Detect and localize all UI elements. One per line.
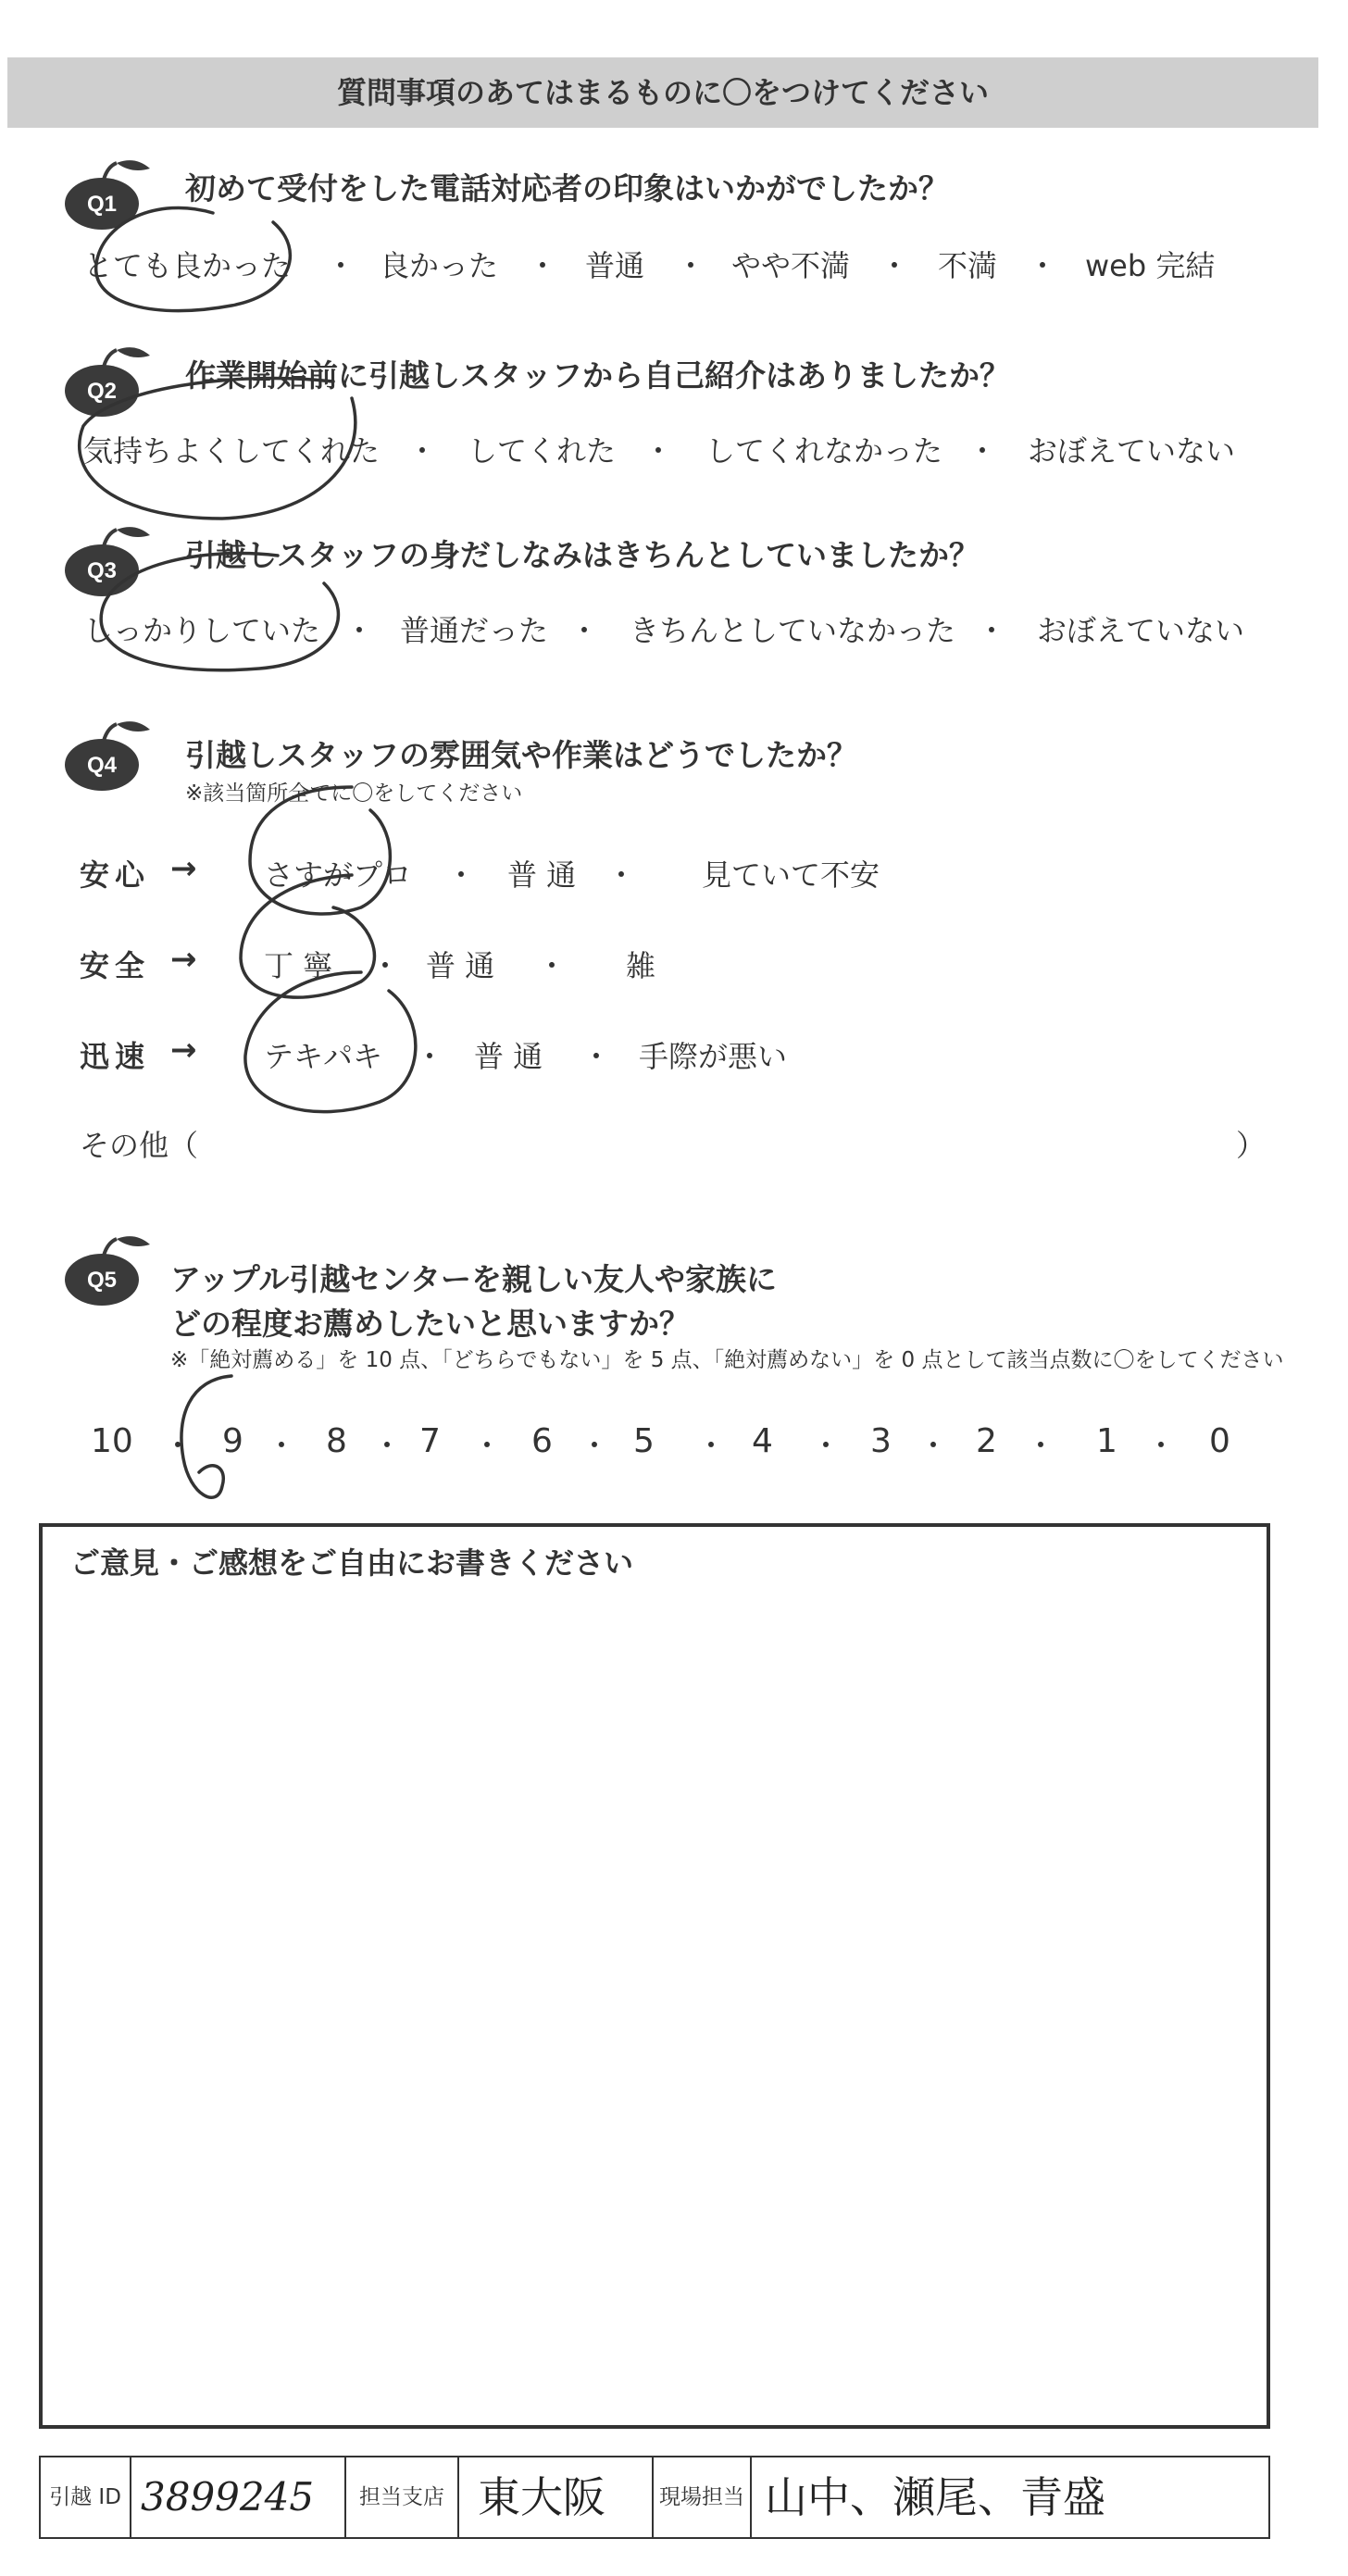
separator-dot: ・ (643, 433, 674, 469)
q3-option-normal[interactable]: 普通だった (400, 613, 549, 648)
separator-dot: ・ (569, 613, 600, 648)
q5-question-line1: アップル引越センターを親しい友人や家族に (170, 1261, 778, 1297)
footer-table (39, 2456, 1270, 2539)
q1-question: 初めて受付をした電話対応者の印象はいかがでしたか？ (185, 170, 949, 206)
separator-dot: ・ (344, 613, 375, 648)
separator-dot: ・ (1026, 1428, 1056, 1463)
q4-other-close: ） (1236, 1128, 1267, 1163)
q5-score-5[interactable]: 5 (633, 1422, 655, 1460)
separator-dot: ・ (537, 948, 568, 983)
q4-row-label-jinsoku: 迅速 (80, 1039, 151, 1074)
q5-badge-icon (61, 1232, 154, 1309)
q3-badge-icon (61, 522, 154, 600)
arrow-right-icon: → (170, 1032, 197, 1069)
move-id-value: 3899245 (141, 2474, 315, 2520)
q4-note: ※該当箇所全てに〇をしてください (185, 782, 523, 806)
separator-dot: ・ (977, 613, 1007, 648)
q3-option-neat[interactable]: しっかりしていた (83, 613, 321, 648)
q2-option-did[interactable]: してくれた (468, 433, 617, 469)
q5-score-9[interactable]: 9 (222, 1422, 243, 1460)
q5-badge-label: Q5 (86, 1268, 118, 1293)
staff-label-cell (654, 2457, 752, 2537)
arrow-right-icon: → (170, 941, 197, 978)
q1-option-slightly-dissatisfied[interactable]: やや不満 (731, 248, 851, 283)
q4-jinsoku-option-clumsy[interactable]: 手際が悪い (639, 1039, 788, 1074)
q5-score-0[interactable]: 0 (1209, 1422, 1230, 1460)
q2-badge-label: Q2 (86, 379, 118, 404)
branch-label-cell (346, 2457, 459, 2537)
q4-jinsoku-option-quick[interactable]: テキパキ (264, 1039, 383, 1074)
q4-other-label: その他（ (80, 1128, 199, 1163)
separator-dot: ・ (472, 1428, 503, 1463)
q4-anshin-option-normal[interactable]: 普 通 (507, 857, 577, 893)
q4-anshin-option-pro[interactable]: さすがプロ (264, 857, 413, 893)
q4-anzen-option-rough[interactable]: 雑 (626, 948, 656, 983)
branch-value: 東大阪 (478, 2472, 605, 2522)
branch-value-cell (459, 2457, 654, 2537)
q4-badge-label: Q4 (86, 753, 118, 778)
q4-badge-icon (61, 717, 154, 794)
q4-row-label-anshin: 安心 (80, 857, 151, 893)
q4-anzen-option-polite[interactable]: 丁 寧 (264, 948, 333, 983)
q2-option-pleasant[interactable]: 気持ちよくしてくれた (83, 433, 381, 469)
q2-question: 作業開始前に引越しスタッフから自己紹介はありましたか？ (185, 357, 1010, 394)
separator-dot: ・ (580, 1428, 610, 1463)
separator-dot: ・ (967, 433, 998, 469)
separator-dot: ・ (407, 433, 438, 469)
q5-score-2[interactable]: 2 (976, 1422, 997, 1460)
separator-dot: ・ (676, 248, 706, 283)
q2-option-did-not[interactable]: してくれなかった (705, 433, 943, 469)
separator-dot: ・ (267, 1428, 297, 1463)
header-bar (7, 57, 1318, 128)
separator-dot: ・ (163, 1428, 193, 1463)
separator-dot: ・ (415, 1039, 445, 1074)
q1-option-dissatisfied[interactable]: 不満 (938, 248, 998, 283)
q4-row-label-anzen: 安全 (80, 948, 151, 983)
separator-dot: ・ (326, 248, 356, 283)
staff-label: 現場担当 (659, 2485, 744, 2509)
q1-option-very-good[interactable]: とても良かった (83, 248, 292, 283)
q3-option-dont-remember[interactable]: おぼえていない (1037, 613, 1245, 648)
separator-dot: ・ (446, 857, 477, 893)
q4-question: 引越しスタッフの雰囲気や作業はどうでしたか？ (185, 737, 857, 773)
branch-label: 担当支店 (359, 2485, 444, 2509)
comment-box[interactable] (39, 1523, 1270, 2429)
move-id-label-cell (41, 2457, 131, 2537)
q3-option-not-neat[interactable]: きちんとしていなかった (630, 613, 956, 648)
separator-dot: ・ (880, 248, 910, 283)
q4-anzen-option-normal[interactable]: 普 通 (426, 948, 495, 983)
separator-dot: ・ (696, 1428, 727, 1463)
q3-question: 引越しスタッフの身だしなみはきちんとしていましたか？ (185, 537, 980, 573)
separator-dot: ・ (1028, 248, 1058, 283)
q1-badge-icon (61, 156, 154, 233)
q2-badge-icon (61, 343, 154, 420)
q4-jinsoku-option-normal[interactable]: 普 通 (474, 1039, 543, 1074)
q5-question-line2: どの程度お薦めしたいと思いますか？ (170, 1306, 690, 1342)
separator-dot: ・ (372, 1428, 403, 1463)
q1-option-normal[interactable]: 普通 (585, 248, 645, 283)
q1-option-good[interactable]: 良かった (380, 248, 499, 283)
q3-badge-label: Q3 (86, 558, 118, 583)
arrow-right-icon: → (170, 850, 197, 887)
q5-score-3[interactable]: 3 (870, 1422, 892, 1460)
q5-score-10[interactable]: 10 (91, 1422, 133, 1460)
header-title: 質問事項のあてはまるものに〇をつけてください (336, 75, 989, 110)
separator-dot: ・ (581, 1039, 612, 1074)
staff-value-cell (752, 2457, 1268, 2537)
separator-dot: ・ (606, 857, 637, 893)
move-id-label: 引越 ID (49, 2485, 121, 2509)
q4-anshin-option-uneasy[interactable]: 見ていて不安 (702, 857, 880, 893)
q5-score-6[interactable]: 6 (531, 1422, 553, 1460)
q5-score-1[interactable]: 1 (1096, 1422, 1117, 1460)
q5-score-8[interactable]: 8 (326, 1422, 347, 1460)
q1-badge-label: Q1 (86, 192, 118, 217)
q5-score-7[interactable]: 7 (419, 1422, 441, 1460)
staff-value: 山中、瀬尾、青盛 (765, 2472, 1105, 2522)
q5-note: ※「絶対薦める」を 10 点、「どちらでもない」を 5 点、「絶対薦めない」を 0 点として該当点数に〇をしてください (170, 1348, 1284, 1372)
q2-option-dont-remember[interactable]: おぼえていない (1028, 433, 1236, 469)
q5-score-4[interactable]: 4 (752, 1422, 773, 1460)
separator-dot: ・ (811, 1428, 842, 1463)
q1-option-web[interactable]: web 完結 (1085, 248, 1216, 283)
separator-dot: ・ (370, 948, 401, 983)
move-id-value-cell (131, 2457, 346, 2537)
separator-dot: ・ (528, 248, 558, 283)
comment-title: ご意見・ご感想をご自由にお書きください (70, 1545, 634, 1581)
separator-dot: ・ (918, 1428, 949, 1463)
separator-dot: ・ (1146, 1428, 1177, 1463)
